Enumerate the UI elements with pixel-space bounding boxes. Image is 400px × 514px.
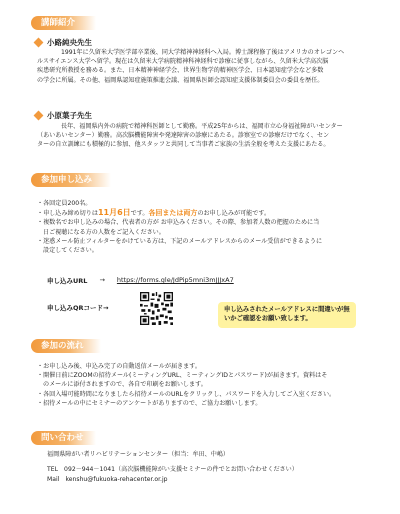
apply-spam-line: ・迷惑メール防止フィルターをかけている方は、下記のメールアドレスからのメール受信ができるように bbox=[37, 237, 323, 245]
flow-line: ・招待メールの中にセミナーのアンケートがありますので、ご協力お願いします。 bbox=[37, 399, 262, 407]
speaker2-heading bbox=[35, 110, 92, 121]
speaker1-heading bbox=[35, 37, 92, 48]
apply-multi-line: 日ご視聴になる方の人数をご記入ください。 bbox=[43, 228, 165, 236]
deadline-date: 11月6日 bbox=[97, 208, 131, 218]
qr-code-icon[interactable] bbox=[140, 292, 173, 325]
arrow-right-icon: → bbox=[99, 276, 105, 284]
email-check-notice bbox=[218, 302, 356, 328]
speaker1-name: 小路純央先生 bbox=[47, 38, 92, 47]
speaker1-bio-line: の学会に所属。その他、福岡県認知症施策推進会議、福岡県医師会認知症支援体制委員会の委員を歴任。 bbox=[37, 76, 324, 84]
apply-qr-label: 申し込みQRコード→ bbox=[47, 304, 109, 312]
apply-url-link[interactable]: https://forms.gle/JdPip5mni3mJJJxA7 bbox=[116, 276, 234, 284]
apply-url-label: 申し込みURL bbox=[47, 277, 88, 285]
contact-tel: TEL 092－944－1041（高次脳機能障がい支援セミナーの件でとお問い合わせください） bbox=[47, 465, 298, 473]
section-tab-contact bbox=[31, 431, 96, 445]
flow-line: のメールに添付されますので、各自で印刷をお願いします。 bbox=[43, 381, 207, 389]
section-tab-apply bbox=[31, 173, 111, 187]
speaker1-bio-line: ルスサイエンス大学へ留学。現在は久留米大学病院精神科神経科で診療に従事しながら、久留米大学高次脳 bbox=[37, 58, 329, 66]
speaker2-bio-line: 長年、福岡県内外の病院で精神科医師として勤務。平成25年からは、福岡市立心身福祉障がいセンター bbox=[61, 123, 343, 130]
section-title-apply: 参加申し込み bbox=[41, 175, 93, 185]
diamond-bullet-icon bbox=[34, 38, 44, 48]
email-check-notice-text: 申し込みされたメールアドレスに間違いが無いかご確認をお願い致します。 bbox=[224, 306, 350, 322]
deadline-mid: です。 bbox=[130, 210, 149, 218]
flow-line: ・開催日前にZOOMの招待メール(ミーティングURL、ミーティングIDとパスワード)が届きます。資料はそ bbox=[37, 372, 328, 380]
contact-org: 福岡県障がい者リハビリテーションセンター（担当：牟田、中嶋） bbox=[47, 451, 230, 458]
speaker2-bio-line: ターの自立訓練にも積極的に参加、他スタッフと共同して当事者ご家族の生活全般を考えた支援にあたる。 bbox=[37, 141, 330, 149]
speaker1-bio-line: 疾患研究所教授を務める。また、日本精神神経学会、世界生物学的精神医学会、日本認知症学会など多数 bbox=[37, 67, 324, 75]
deadline-prefix: ・申し込み締め切りは bbox=[37, 210, 98, 218]
section-title-contact: 問い合わせ bbox=[41, 433, 84, 443]
deadline-either: 各回または両方 bbox=[148, 209, 198, 218]
speaker1-bio bbox=[37, 48, 377, 85]
speaker1-bio-line: 1991年に久留米大学医学部卒業後、同大学精神神経科へ入局。博士課程修了後はアメリカのオレゴンヘ bbox=[61, 49, 345, 56]
apply-multi-line: ・複数名でお申し込みの場合、代表者の方が お申込みください。その際、参加者人数の把握のために当 bbox=[37, 219, 320, 227]
section-tab-flow bbox=[31, 339, 101, 353]
flow-line: ・各回入場可能時間になりましたら招待メールのURLをクリックし、パスワードを入力してご入室ください。 bbox=[37, 390, 336, 398]
section-title-lecturers: 講師紹介 bbox=[41, 18, 76, 28]
contact-mail[interactable]: Mail kenshu@fukuoka-rehacenter.or.jp bbox=[47, 476, 168, 483]
flow-line: ・お申し込み後、申込み完了の自動返信メールが届きます。 bbox=[37, 363, 201, 370]
contact-details bbox=[47, 450, 377, 486]
diamond-bullet-icon bbox=[34, 111, 44, 121]
speaker2-name: 小原葉子先生 bbox=[47, 111, 92, 120]
apply-spam-line: 設定してください。 bbox=[43, 247, 98, 255]
speaker2-bio bbox=[37, 122, 377, 150]
section-title-flow: 参加の流れ bbox=[41, 341, 84, 351]
apply-url-row bbox=[47, 276, 234, 285]
apply-details bbox=[37, 199, 377, 255]
speaker2-bio-line: （あいあいセンター）勤務。高次脳機能障害や発達障害の診療にあたる。診察室での診療だけでなく、セン bbox=[37, 132, 330, 140]
section-tab-lecturers bbox=[31, 16, 96, 30]
apply-capacity: ・各回定員200名。 bbox=[37, 200, 92, 207]
flow-details bbox=[37, 362, 377, 408]
deadline-suffix: のお申し込みが可能です。 bbox=[197, 210, 271, 218]
apply-deadline-line bbox=[37, 208, 377, 218]
